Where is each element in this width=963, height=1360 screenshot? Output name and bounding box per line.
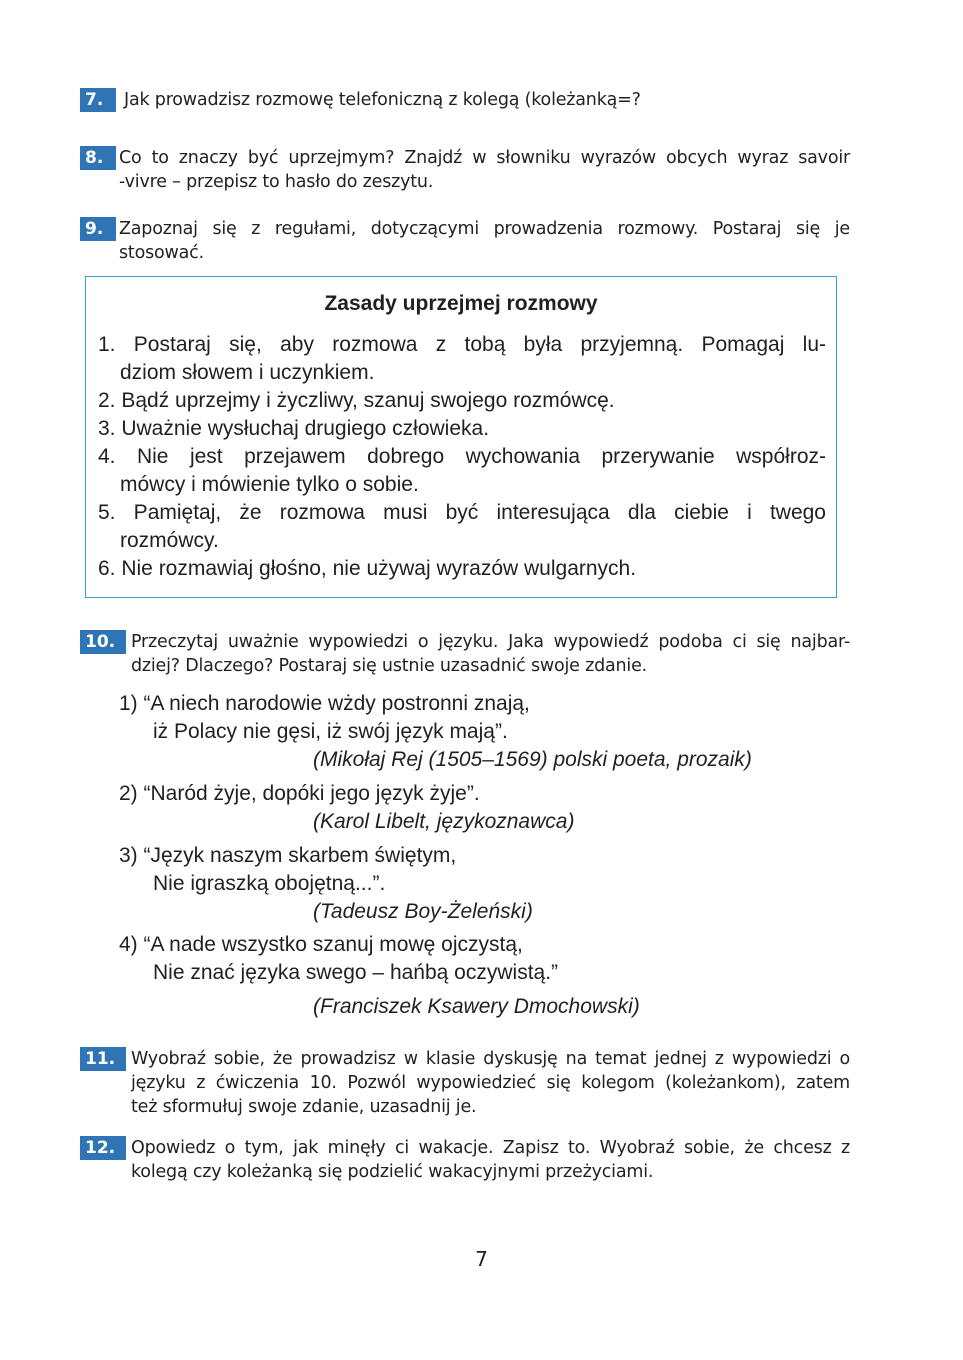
exercise-10-text (131, 630, 850, 678)
exercise-line: Wyobraź sobie, że prowadzisz w klasie dyskusję na temat jednej z wypowiedzi o (131, 1049, 850, 1069)
rule-line: mówcy i mówienie tylko o sobie. (120, 473, 419, 496)
rule-line: 5. Pamiętaj, że rozmowa musi być interesująca dla ciebie i twego (98, 501, 826, 524)
quote-author: (Tadeusz Boy-Żeleński) (313, 900, 533, 923)
exercise-8-text (119, 146, 850, 194)
rules-title: Zasady uprzejmej rozmowy (324, 292, 598, 315)
exercise-line: też sformułuj swoje zdanie, uzasadnij je. (131, 1097, 477, 1117)
rule-line: 3. Uważnie wysłuchaj drugiego człowieka. (98, 417, 490, 440)
exercise-line: Opowiedz o tym, jak minęły ci wakacje. Zapisz to. Wyobraź sobie, że chcesz z (131, 1138, 850, 1158)
rule-item (98, 387, 826, 415)
exercise-11-text (131, 1047, 850, 1119)
exercise-12-text (131, 1136, 850, 1184)
rule-line: 2. Bądź uprzejmy i życzliwy, szanuj swojego rozmówcę. (98, 389, 615, 412)
rules-box (85, 276, 837, 598)
quote-line: 1) “A niech narodowie wżdy postronni znają, (119, 692, 530, 715)
exercise-9-text (119, 217, 850, 265)
page-number: 7 (475, 1247, 488, 1271)
exercise-number-badge: 10. (80, 630, 126, 654)
exercise-line: języku z ćwiczenia 10. Pozwól wypowiedzieć się kolegom (koleżankom), zatem (131, 1073, 850, 1093)
rule-item (98, 499, 826, 555)
rule-line: 1. Postaraj się, aby rozmowa z tobą była przyjemną. Pomagaj lu- (98, 333, 826, 356)
rule-item (98, 443, 826, 499)
rule-line: 6. Nie rozmawiaj głośno, nie używaj wyrazów wulgarnych. (98, 557, 637, 580)
exercise-line: -vivre – przepisz to hasło do zeszytu. (119, 172, 434, 192)
exercise-number-badge: 7. (80, 88, 116, 112)
rule-item (98, 415, 826, 443)
rule-line: rozmówcy. (120, 529, 219, 552)
exercise-line: Przeczytaj uważnie wypowiedzi o języku. Jaka wypowiedź podoba ci się najbar- (131, 632, 850, 652)
exercise-line: stosować. (119, 243, 204, 263)
rule-item (98, 331, 826, 387)
exercise-number-badge: 12. (80, 1136, 126, 1160)
rule-line: dziom słowem i uczynkiem. (120, 361, 375, 384)
exercise-line: kolegą czy koleżanką się podzielić wakacyjnymi przeżyciami. (131, 1162, 654, 1182)
exercise-number-badge: 11. (80, 1047, 126, 1071)
exercise-line: Jak prowadzisz rozmowę telefoniczną z kolegą (koleżanką=? (124, 90, 641, 110)
quote-line: 4) “A nade wszystko szanuj mowę ojczystą, (119, 933, 523, 956)
quote-line: 3) “Język naszym skarbem świętym, (119, 844, 457, 867)
quote-line: Nie znać języka swego – hańbą oczywistą.” (153, 961, 559, 984)
exercise-line: dziej? Dlaczego? Postaraj się ustnie uzasadnić swoje zdanie. (131, 656, 647, 676)
quote-line: Nie igraszką obojętną...”. (153, 872, 386, 895)
quote-author: (Franciszek Ksawery Dmochowski) (313, 995, 640, 1018)
exercise-line: Zapoznaj się z regułami, dotyczącymi prowadzenia rozmowy. Postaraj się je (119, 219, 850, 239)
exercise-number-badge: 8. (80, 146, 116, 170)
quote-author: (Karol Libelt, językoznawca) (313, 810, 575, 833)
quote-line: iż Polacy nie gęsi, iż swój język mają”. (153, 720, 508, 743)
quote-author: (Mikołaj Rej (1505–1569) polski poeta, prozaik) (313, 748, 752, 771)
quote-line: 2) “Naród żyje, dopóki jego język żyje”. (119, 782, 480, 805)
exercise-line: Co to znaczy być uprzejmym? Znajdź w słowniku wyrazów obcych wyraz savoir (119, 148, 850, 168)
rule-line: 4. Nie jest przejawem dobrego wychowania przerywanie współroz- (98, 445, 826, 468)
exercise-number-badge: 9. (80, 217, 116, 241)
exercise-7-text (124, 88, 854, 112)
rule-item (98, 555, 826, 583)
